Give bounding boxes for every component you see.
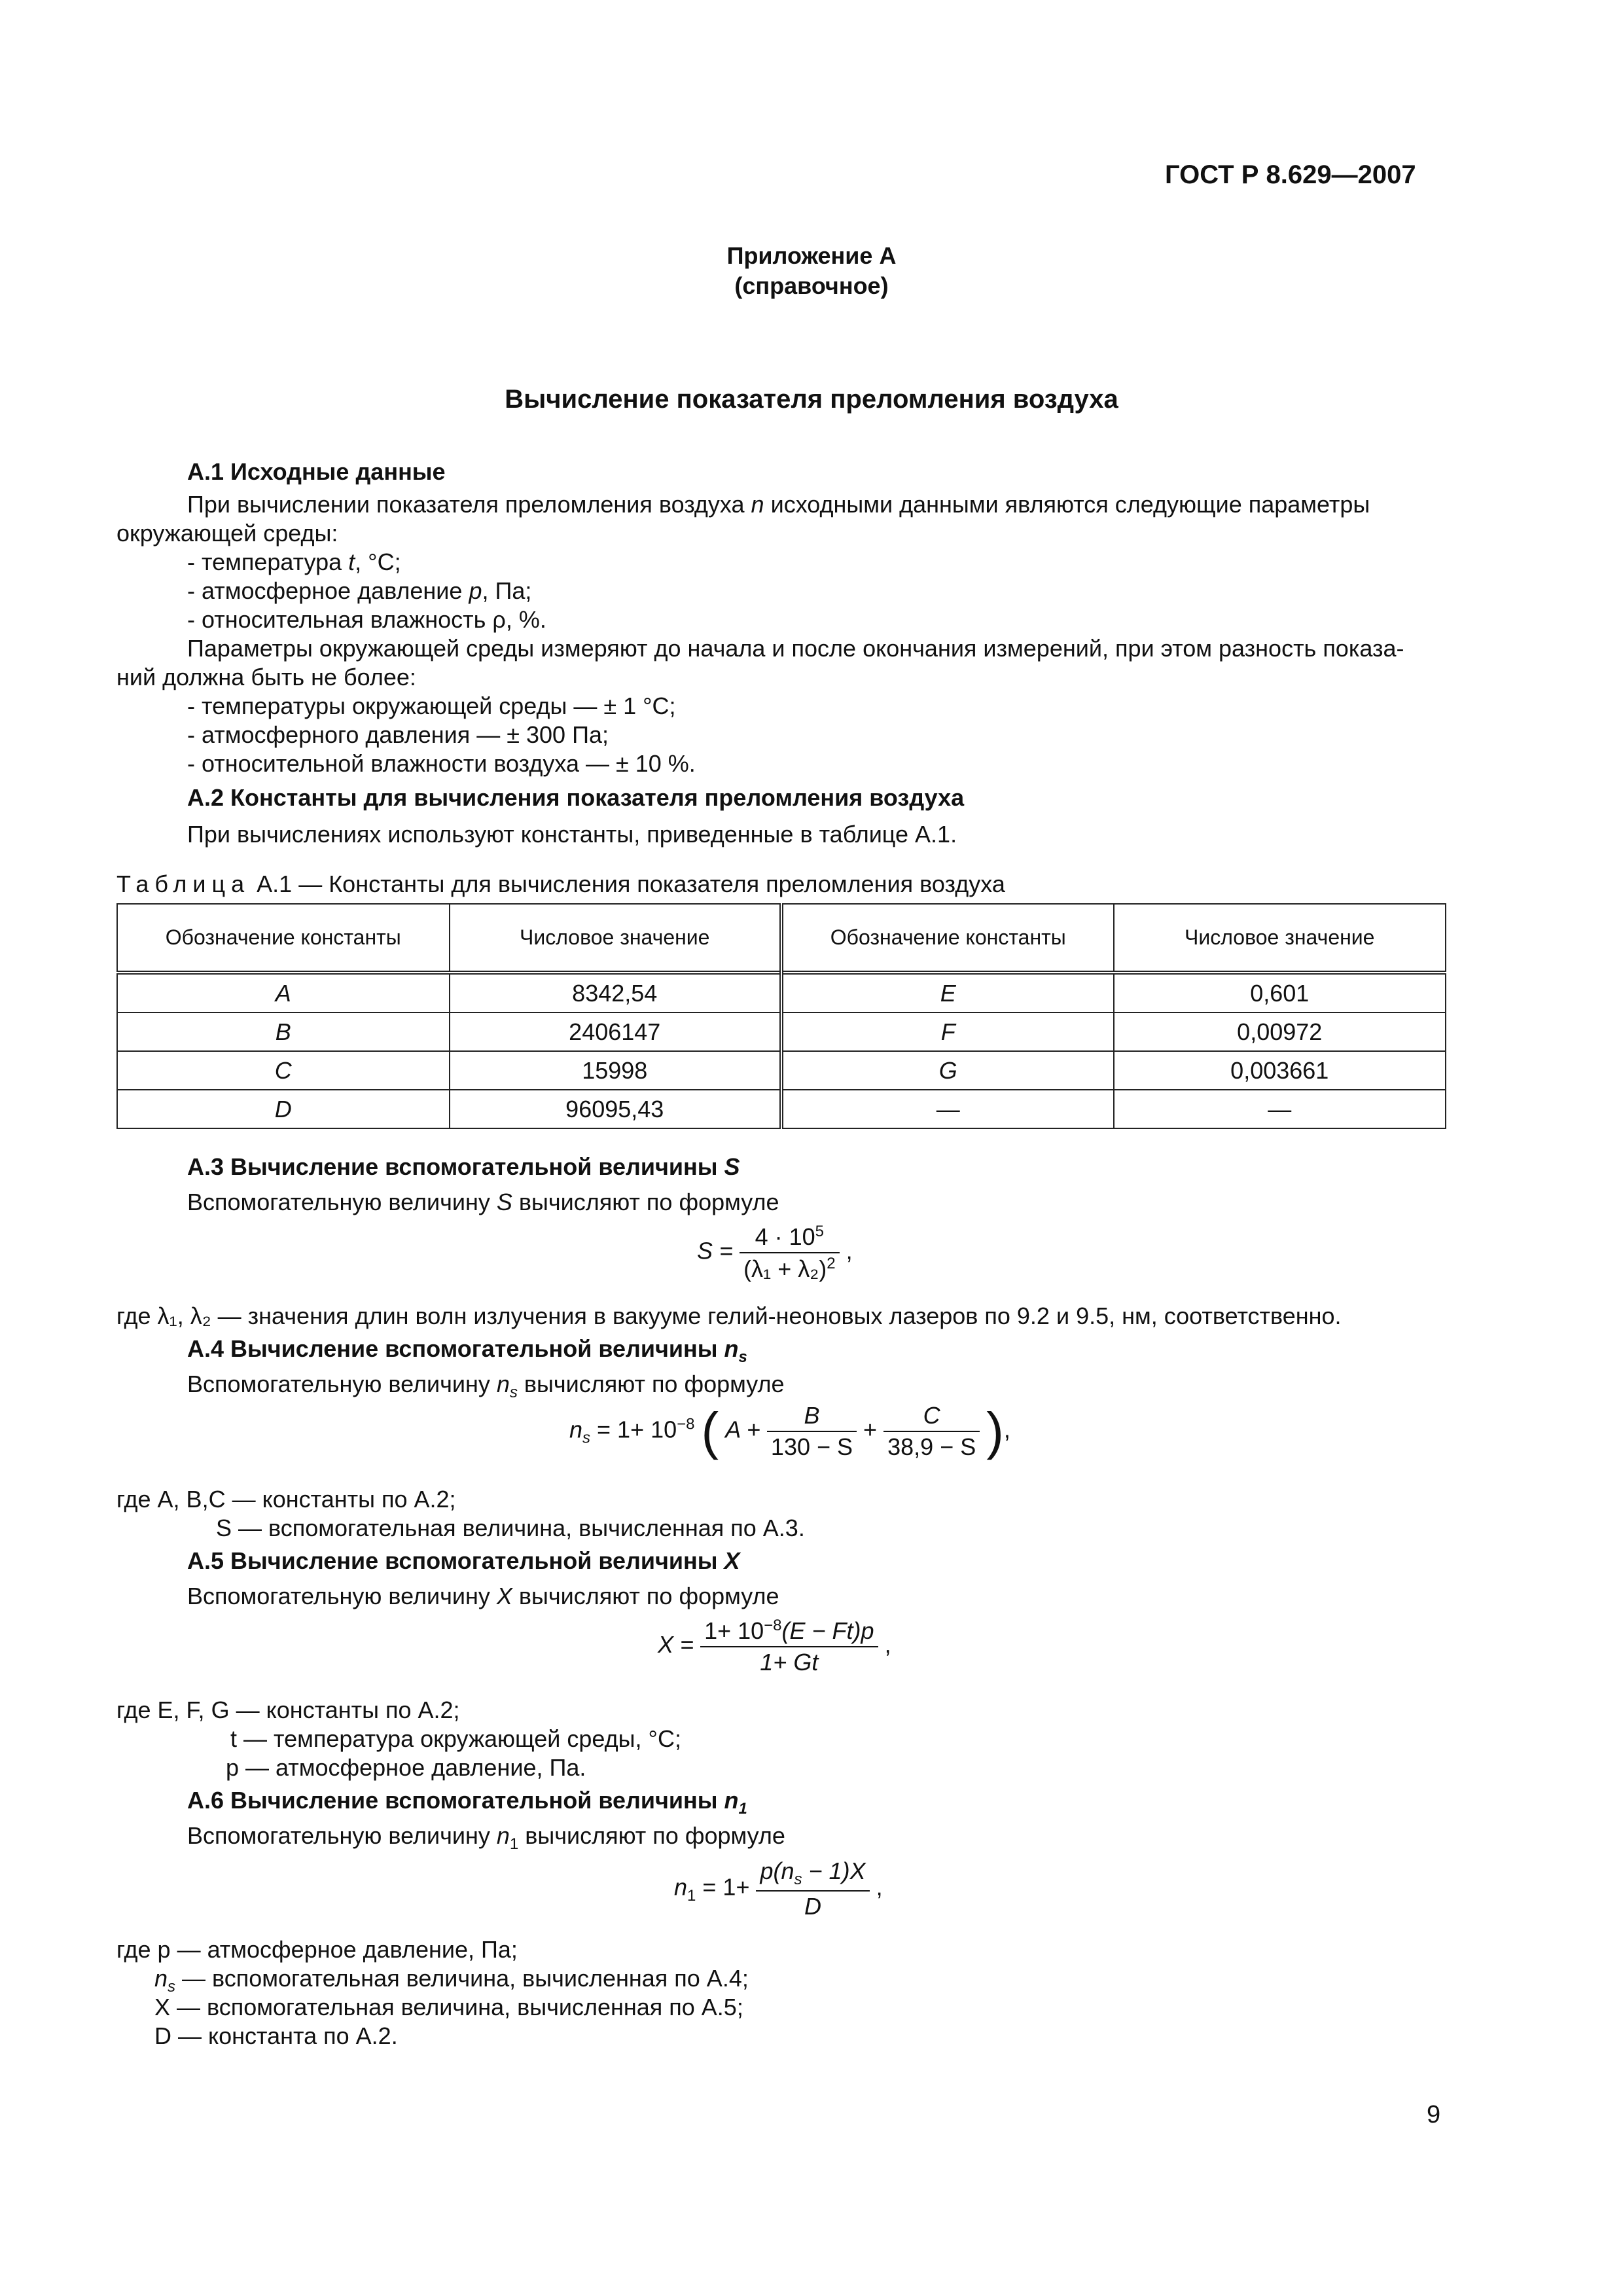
a4-text-post: вычисляют по формуле (517, 1371, 785, 1397)
table-cell: 15998 (450, 1051, 782, 1090)
item-text: , %. (505, 606, 546, 633)
page-number: 9 (1427, 2101, 1441, 2128)
formula-fraction-c (883, 1402, 980, 1461)
formula-ns (569, 1402, 1010, 1461)
formula-exp: −8 (677, 1415, 695, 1433)
formula-denominator: D (804, 1893, 822, 1920)
heading-text: А.3 Вычисление вспомогательной величины (187, 1153, 724, 1180)
table-header: Числовое значение (1114, 904, 1446, 973)
formula-tail: , (846, 1237, 853, 1265)
table-cell: 0,003661 (1114, 1051, 1446, 1090)
item-text: , Па; (482, 577, 532, 604)
formula-eq: = 1+ (696, 1873, 750, 1901)
table-row (117, 973, 1446, 1013)
table-caption (116, 870, 1005, 898)
a1-intro-line1 (187, 490, 1370, 519)
a5-where-1: где E, F, G — константы по А.2; (116, 1696, 460, 1723)
formula-fraction (740, 1223, 839, 1283)
standard-number: ГОСТ Р 8.629—2007 (1165, 160, 1416, 189)
section-a3-heading (187, 1153, 740, 1181)
a5-text (187, 1581, 779, 1611)
frac-num: B (767, 1402, 857, 1432)
table-header-row (117, 904, 1446, 973)
constants-table (116, 903, 1446, 1129)
formula-tail: , (1003, 1416, 1010, 1443)
num-post: (E − Ft)p (781, 1617, 874, 1644)
table-cell: 2406147 (450, 1013, 782, 1051)
heading-sub: 1 (738, 1800, 747, 1818)
table-cell: 0,601 (1114, 973, 1446, 1013)
item-text: - атмосферное давление (187, 577, 469, 604)
a3-text-pre: Вспомогательную величину (187, 1189, 497, 1215)
a3-text-post: вычисляют по формуле (512, 1189, 779, 1215)
appendix-subtitle: (справочное) (734, 272, 889, 299)
a1-limit-2: - атмосферного давления — ± 300 Па; (187, 721, 609, 748)
table-header: Обозначение константы (781, 904, 1114, 973)
formula-lhs-sub: 1 (687, 1886, 696, 1905)
a1-limit-3: - относительной влажности воздуха — ± 10 %. (187, 750, 696, 777)
a5-text-post: вычисляют по формуле (512, 1583, 779, 1609)
a4-text-pre: Вспомогательную величину (187, 1371, 497, 1397)
num-text: p(n (760, 1857, 794, 1884)
a4-text-sub: s (509, 1384, 518, 1402)
a1-limit-1: - температуры окружающей среды — ± 1 °С; (187, 692, 676, 719)
num-text: 1+ 10 (704, 1617, 764, 1644)
table-cell: 8342,54 (450, 973, 782, 1013)
formula-lhs: S = (697, 1237, 734, 1265)
appendix-title: Приложение А (726, 242, 897, 269)
formula-denominator (740, 1253, 839, 1283)
den-text: (λ₁ + λ₂) (743, 1255, 827, 1282)
section-a5-heading (187, 1547, 740, 1575)
formula-eq: = 1+ 10 (590, 1416, 677, 1443)
a1-item-3 (187, 605, 546, 634)
a2-text: При вычислениях используют константы, приведенные в таблице А.1. (187, 821, 957, 848)
heading-var: n (724, 1335, 739, 1362)
den-exp: 2 (827, 1255, 836, 1272)
heading-text: А.5 Вычисление вспомогательной величины (187, 1547, 724, 1574)
heading-text: А.4 Вычисление вспомогательной величины (187, 1335, 724, 1362)
item-var: t (348, 548, 355, 575)
table-cell: B (117, 1013, 450, 1051)
formula-numerator (740, 1223, 839, 1253)
a4-where-2: S — вспомогательная величина, вычисленная по А.3. (216, 1515, 805, 1541)
item-var: p (469, 577, 482, 604)
heading-var: S (724, 1153, 740, 1180)
a5-text-pre: Вспомогательную величину (187, 1583, 497, 1609)
formula-a: A + (725, 1416, 760, 1443)
a6-text-sub: 1 (509, 1835, 519, 1854)
a1-intro-line2: окружающей среды: (116, 520, 338, 547)
table-cell: F (781, 1013, 1114, 1051)
heading-var: n (724, 1787, 739, 1814)
a6-where-4: D — константа по А.2. (154, 2022, 398, 2049)
frac-den: 130 − S (770, 1433, 853, 1460)
table-cell: E (781, 973, 1114, 1013)
a3-text-var: S (496, 1189, 512, 1215)
section-a2-heading: А.2 Константы для вычисления показателя преломления воздуха (187, 784, 965, 811)
formula-numerator (756, 1857, 869, 1892)
item-text: - температура (187, 548, 349, 575)
table-row (117, 1013, 1446, 1051)
a6-text-var: n (496, 1822, 510, 1849)
frac-num: C (883, 1402, 980, 1432)
table-cell: — (781, 1090, 1114, 1128)
a1-intro-text2: исходными данными являются следующие параметры (764, 491, 1370, 518)
appendix-heading: Вычисление показателя преломления воздуха (505, 385, 1118, 414)
formula-tail: , (876, 1873, 883, 1901)
item-var: ρ (492, 606, 506, 633)
num-text: 4 · 10 (755, 1223, 815, 1250)
heading-text: А.6 Вычисление вспомогательной величины (187, 1787, 724, 1814)
where-var: n (154, 1965, 168, 1992)
formula-fraction (756, 1857, 869, 1920)
a6-where-1: где p — атмосферное давление, Па; (116, 1936, 518, 1963)
table-row (117, 1090, 1446, 1128)
a1-para2-line2: ний должна быть не более: (116, 664, 416, 691)
num-post: − 1)X (802, 1857, 866, 1884)
table-cell: G (781, 1051, 1114, 1090)
table-header: Обозначение константы (117, 904, 450, 973)
formula-paren-close: ) (986, 1402, 1004, 1460)
formula-lhs-sub: s (582, 1429, 591, 1447)
table-caption-text: А.1 — Константы для вычисления показателя преломления воздуха (250, 870, 1005, 897)
a6-where-3: X — вспомогательная величина, вычисленная по А.5; (154, 1994, 743, 2020)
section-a4-heading (187, 1335, 747, 1367)
a3-where: где λ₁, λ₂ — значения длин волн излучения в вакууме гелий-неоновых лазеров по 9.2 и 9.5, нм, соответственно. (116, 1302, 1342, 1329)
a6-text-pre: Вспомогательную величину (187, 1822, 497, 1849)
formula-x (658, 1617, 891, 1676)
num-exp: −8 (764, 1617, 782, 1634)
formula-fraction (700, 1617, 878, 1676)
a1-item-1 (187, 547, 401, 577)
heading-var: X (724, 1547, 740, 1574)
a4-where-1: где A, B,C — константы по А.2; (116, 1486, 456, 1513)
a1-intro-text1: При вычислении показателя преломления воздуха (187, 491, 751, 518)
num-exp: 5 (815, 1223, 825, 1240)
formula-numerator (700, 1617, 878, 1647)
section-a6-heading (187, 1787, 747, 1818)
formula-s (697, 1223, 853, 1283)
table-caption-label: Таблица (116, 870, 251, 897)
formula-tail: , (884, 1631, 891, 1659)
table-cell: 0,00972 (1114, 1013, 1446, 1051)
where-sub: s (168, 1978, 176, 1996)
formula-lhs-var: n (569, 1416, 583, 1443)
a1-intro-var: n (751, 491, 764, 518)
a5-where-3: p — атмосферное давление, Па. (226, 1754, 586, 1781)
formula-n1 (674, 1857, 883, 1920)
a1-para2-line1: Параметры окружающей среды измеряют до начала и после окончания измерений, при этом разность показа- (187, 635, 1404, 662)
table-row (117, 1051, 1446, 1090)
a5-where-2: t — температура окружающей среды, °С; (230, 1725, 681, 1752)
table-cell: — (1114, 1090, 1446, 1128)
a6-text (187, 1821, 785, 1859)
where-text: — вспомогательная величина, вычисленная по А.4; (175, 1965, 749, 1992)
section-a1-heading: А.1 Исходные данные (187, 458, 446, 485)
formula-denominator: 1+ Gt (760, 1649, 819, 1676)
table-header: Числовое значение (450, 904, 782, 973)
num-sub: s (794, 1871, 802, 1889)
item-text: , °С; (355, 548, 401, 575)
table-cell: C (117, 1051, 450, 1090)
a3-text (187, 1187, 779, 1217)
formula-paren-open: ( (701, 1402, 719, 1460)
heading-sub: s (738, 1348, 747, 1367)
a4-text-var: n (496, 1371, 510, 1397)
frac-den: 38,9 − S (887, 1433, 976, 1460)
table-cell: A (117, 973, 450, 1013)
formula-lhs: X = (658, 1631, 694, 1659)
a5-text-var: X (496, 1583, 512, 1609)
table-cell: D (117, 1090, 450, 1128)
a6-text-post: вычисляют по формуле (518, 1822, 785, 1849)
formula-plus: + (863, 1416, 878, 1443)
a1-item-2 (187, 576, 531, 605)
formula-lhs-var: n (674, 1873, 688, 1901)
formula-fraction-b (767, 1402, 857, 1461)
table-cell: 96095,43 (450, 1090, 782, 1128)
item-text: - относительная влажность (187, 606, 493, 633)
